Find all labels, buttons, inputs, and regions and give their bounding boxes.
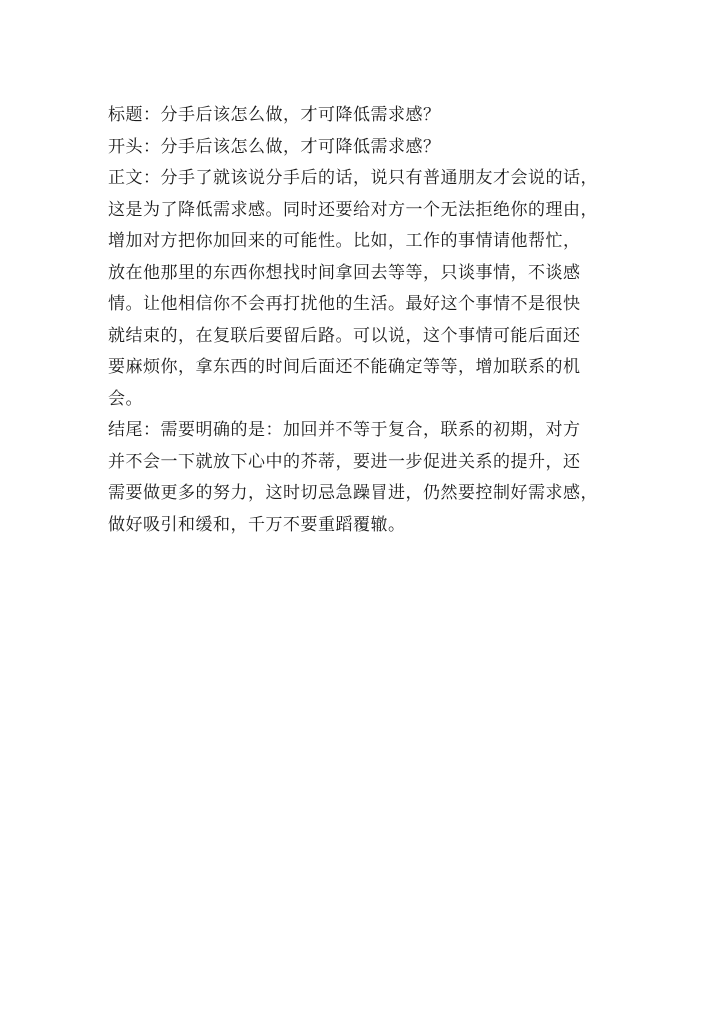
document-body <box>108 100 628 541</box>
ending-paragraph: 结尾：需要明确的是：加回并不等于复合，联系的初期，对方 并不会一下就放下心中的芥蒂，要进一步促进关系的提升，还 需要做更多的努力，这时切忌急躁冒进，仍然要控制好需求感， 做好吸引和缓和，千万不要重蹈覆辙。 <box>108 420 598 535</box>
title-line: 标题：分手后该怎么做，才可降低需求感？ <box>108 105 441 125</box>
opening-line: 开头：分手后该怎么做，才可降低需求感？ <box>108 136 441 157</box>
body-paragraph: 正文：分手了就该说分手后的话，说只有普通朋友才会说的话， 这是为了降低需求感。同时还要给对方一个无法拒绝你的理由， 增加对方把你加回来的可能性。比如，工作的事情请他帮忙， 放在他那里的东西你想找时间拿回去等等，只谈事情，不谈感 情。让他相信你不会再打扰他的生活。最好这个事情不是很快 就结束的，在复联后要留后路。可以说，这个事情可能后面还 要麻烦你，拿东西的时间后面还不能确定等等，增加联系的机 会。 <box>108 168 598 409</box>
